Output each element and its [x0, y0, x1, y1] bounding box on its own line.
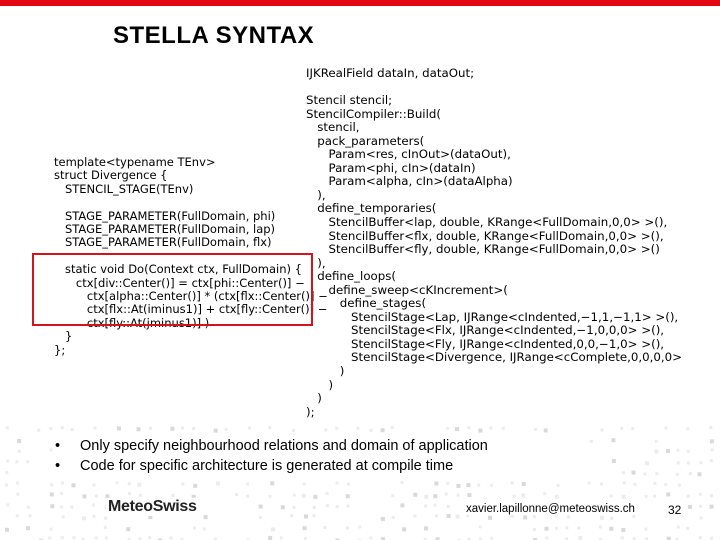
dot — [50, 448, 53, 451]
dot — [622, 471, 625, 474]
dot — [6, 503, 9, 506]
dot — [313, 495, 317, 499]
dot — [290, 514, 293, 517]
dot — [50, 504, 54, 508]
dot — [686, 527, 689, 530]
dot — [61, 536, 64, 539]
dot — [445, 492, 448, 495]
dot — [60, 492, 63, 495]
dot — [632, 471, 636, 475]
dot — [502, 427, 505, 430]
dot — [381, 517, 385, 521]
dot — [687, 495, 690, 498]
dot — [203, 527, 206, 530]
dot — [326, 504, 329, 507]
dot — [72, 536, 75, 539]
dot — [402, 527, 406, 531]
dot — [50, 492, 54, 496]
dot — [50, 483, 53, 486]
dot — [433, 504, 436, 507]
dot — [116, 481, 119, 484]
dot — [577, 527, 580, 530]
dot — [711, 448, 714, 451]
dot — [15, 460, 18, 463]
dot — [93, 427, 96, 430]
dot — [346, 527, 349, 530]
dot — [413, 493, 417, 497]
dot — [336, 505, 339, 508]
dot — [555, 527, 558, 530]
dot — [488, 516, 492, 520]
dot — [490, 484, 493, 487]
dot — [457, 494, 460, 497]
dot — [95, 537, 98, 540]
dot — [280, 536, 283, 539]
dot — [17, 439, 21, 443]
dot — [655, 472, 658, 475]
slide-title: STELLA SYNTAX — [113, 22, 315, 49]
dot — [214, 429, 218, 433]
bullet-marker: • — [55, 438, 61, 454]
dot — [92, 515, 95, 518]
dot — [95, 495, 98, 498]
dot — [259, 516, 262, 519]
dot — [326, 492, 329, 495]
dot — [72, 483, 76, 487]
dot — [699, 493, 702, 496]
dot — [93, 484, 96, 487]
dot — [512, 495, 515, 498]
stencil-build-code: IJKRealField dataIn, dataOut; Stencil stencil; StencilCompiler::Build( stencil, pack_parameters( Param<res, cInOut>(dataOut), Param<phi, cIn>(dataIn) Param<alpha, cIn>(dataAlpha) ), define_temporaries( StencilBuffer<lap, double, KRange<FullDomain,0,0> >(), StencilBuffer<flx, double, KRange<FullDomain,0,0> >(), StencilBuffer<fly, double, KRange<FullDomain,0,0> >() ), define_loops( define_sweep<cKIncrement>( define_stages( StencilStage<Lap, IJRange<cIndented,−1,1,−1,1> >(), StencilStage<Flx, IJRange<cIndented,−1,0,0,0> >(), StencilStage<Fly, IJRange<cIndented,0,0,−1,0> >(), StencilStage<Divergence, IJRange<cComplete,0,0,0,0> ) ) ) ); — [306, 66, 683, 419]
dot — [6, 460, 9, 463]
dot — [545, 527, 549, 531]
dot — [268, 536, 272, 540]
dot — [424, 495, 428, 499]
dot — [632, 515, 635, 518]
dot — [590, 440, 593, 443]
dot — [335, 482, 338, 485]
dot — [128, 482, 131, 485]
dot — [28, 514, 31, 517]
dot — [699, 536, 702, 539]
dot — [169, 537, 172, 540]
dot — [292, 506, 295, 509]
dot — [511, 481, 514, 484]
dot — [478, 429, 482, 433]
dot — [545, 536, 548, 539]
dot — [446, 482, 449, 485]
dot — [50, 528, 53, 531]
dot — [543, 492, 546, 495]
dot — [70, 506, 73, 509]
dot — [521, 493, 525, 497]
dot — [686, 427, 689, 430]
dot — [225, 428, 228, 431]
dot — [346, 505, 349, 508]
dot — [60, 505, 63, 508]
dot — [270, 481, 274, 485]
dot — [193, 527, 196, 530]
dot — [699, 505, 702, 508]
dot — [479, 525, 482, 528]
dot — [6, 426, 9, 429]
dot — [631, 427, 634, 430]
dot — [269, 495, 272, 498]
dot — [676, 449, 679, 452]
bullet-text: Code for specific architecture is generated at compile time — [80, 458, 454, 474]
dot — [644, 528, 647, 531]
dot — [621, 536, 624, 539]
dot — [248, 426, 251, 429]
dot — [392, 516, 395, 519]
dot — [313, 506, 316, 509]
dot — [700, 461, 703, 464]
dot — [171, 494, 174, 497]
dot — [710, 505, 714, 509]
dot — [466, 483, 470, 487]
dot — [356, 427, 359, 430]
dot — [434, 482, 438, 486]
dot — [578, 536, 582, 540]
dot — [271, 527, 275, 531]
dot — [678, 484, 681, 487]
dot — [292, 429, 295, 432]
dot — [26, 460, 29, 463]
dot — [104, 517, 107, 520]
dot — [62, 515, 65, 518]
bullet-item — [55, 436, 589, 456]
dot — [246, 495, 249, 498]
dot — [565, 526, 568, 529]
dot — [92, 504, 95, 507]
dot — [16, 514, 19, 517]
dot — [655, 440, 658, 443]
dot — [370, 429, 373, 432]
dot — [259, 505, 263, 509]
dot — [139, 494, 142, 497]
dot — [544, 428, 548, 432]
dot — [246, 482, 249, 485]
dot — [446, 427, 449, 430]
bullet-list — [55, 436, 589, 480]
dot — [490, 537, 493, 540]
dot — [489, 426, 492, 429]
dot — [400, 481, 403, 484]
dot — [391, 494, 394, 497]
dot — [268, 426, 271, 429]
dot — [522, 482, 526, 486]
dot — [523, 515, 527, 519]
dot — [623, 481, 626, 484]
dot — [620, 427, 623, 430]
dot — [413, 515, 416, 518]
dot — [645, 495, 648, 498]
dot — [128, 492, 131, 495]
dot — [666, 492, 670, 496]
dot — [557, 484, 560, 487]
dot — [18, 450, 21, 453]
dot — [467, 426, 470, 429]
dot — [37, 429, 40, 432]
dot — [447, 514, 451, 518]
dot — [424, 526, 428, 530]
dot — [181, 426, 184, 429]
dot — [424, 504, 427, 507]
dot — [633, 483, 636, 486]
dot — [653, 495, 656, 498]
do-function-highlight — [32, 253, 313, 326]
dot — [676, 473, 679, 476]
dot — [666, 449, 670, 453]
dot — [455, 427, 459, 431]
dot — [511, 515, 514, 518]
dot — [710, 459, 713, 462]
dot — [293, 494, 296, 497]
dot — [677, 526, 680, 529]
dot — [456, 484, 460, 488]
dot — [335, 427, 338, 430]
dot — [105, 536, 108, 539]
dot — [193, 484, 197, 488]
author-email: xavier.lapillonne@meteoswiss.ch — [466, 503, 635, 515]
dot — [137, 483, 141, 487]
dot — [599, 525, 602, 528]
dot — [381, 428, 385, 432]
dot — [16, 493, 19, 496]
dot — [5, 528, 9, 532]
dot — [600, 429, 603, 432]
dot — [654, 450, 658, 454]
dot — [600, 483, 603, 486]
dot — [61, 426, 64, 429]
dot — [27, 506, 30, 509]
dot — [600, 516, 604, 520]
dot — [467, 493, 471, 497]
dot — [700, 516, 703, 519]
dot — [687, 450, 690, 453]
dot — [609, 527, 613, 531]
dot — [48, 536, 51, 539]
dot — [148, 536, 151, 539]
dot — [687, 461, 690, 464]
dot — [323, 526, 326, 529]
dot — [204, 515, 208, 519]
dot — [149, 427, 152, 430]
dot — [313, 514, 316, 517]
dot — [281, 505, 285, 509]
dot — [677, 461, 680, 464]
dot — [612, 459, 616, 463]
dot — [170, 427, 174, 431]
dot — [689, 472, 692, 475]
dot — [645, 461, 649, 465]
dot — [621, 528, 625, 532]
dot — [567, 515, 570, 518]
dot — [709, 426, 712, 429]
dot — [588, 481, 591, 484]
dot — [391, 426, 394, 429]
dot — [358, 525, 361, 528]
dot — [49, 427, 52, 430]
dot — [126, 527, 130, 531]
dot — [698, 472, 702, 476]
dot — [82, 516, 86, 520]
meteoswiss-logo: MeteoSwiss — [108, 498, 197, 515]
dot — [216, 482, 220, 486]
dot — [346, 494, 350, 498]
dot — [235, 493, 238, 496]
dot — [664, 426, 667, 429]
dot — [534, 428, 537, 431]
dot — [82, 494, 86, 498]
dot — [456, 515, 460, 519]
dot — [192, 427, 195, 430]
dot — [610, 494, 613, 497]
dot — [347, 483, 350, 486]
dot — [5, 471, 8, 474]
dot — [5, 484, 8, 487]
dot — [302, 494, 306, 498]
top-accent-bar — [0, 0, 720, 6]
dot — [16, 481, 19, 484]
dot — [643, 472, 646, 475]
dot — [302, 526, 306, 530]
dot — [664, 483, 667, 486]
dot — [533, 515, 536, 518]
dot — [622, 495, 626, 499]
dot — [435, 514, 438, 517]
dot — [653, 482, 656, 485]
dot — [369, 536, 372, 539]
bullet-marker: • — [55, 458, 61, 474]
dot — [324, 429, 327, 432]
dot — [104, 526, 107, 529]
dot — [181, 482, 184, 485]
dot — [533, 528, 536, 531]
dot — [304, 514, 308, 518]
dot — [71, 428, 74, 431]
dot — [61, 481, 64, 484]
dot — [447, 505, 450, 508]
bullet-text: Only specify neighbourhood relations and domain of application — [80, 438, 488, 454]
stencil-stage-code: template<typename TEnv> struct Divergence { STENCIL_STAGE(TEnv) STAGE_PARAMETER(FullDomain, phi) STAGE_PARAMETER(FullDomain, lap) STAGE_PARAMETER(FullDomain, flx) static void Do(Context ctx, FullDomain) { ctx[div::Center()] = ctx[phi::Center()] − ctx[alpha::Center()] * (ctx[flx::Center()] − ctx[flx::At(iminus1)] + ctx[fly::Center()] − ctx[fly::At(jminus1)] ) } }; — [54, 155, 328, 357]
dot — [710, 494, 713, 497]
dot — [611, 438, 615, 442]
dot — [610, 517, 613, 520]
page-number: 32 — [668, 503, 682, 517]
bullet-item — [55, 456, 589, 476]
dot — [555, 495, 559, 499]
dot — [477, 484, 480, 487]
dot — [117, 426, 121, 430]
dot — [400, 503, 404, 507]
dot — [433, 494, 437, 498]
dot — [137, 427, 141, 431]
dot — [710, 439, 714, 443]
dot — [26, 526, 30, 530]
dot — [688, 505, 692, 509]
dot — [303, 482, 306, 485]
dot — [710, 537, 713, 540]
